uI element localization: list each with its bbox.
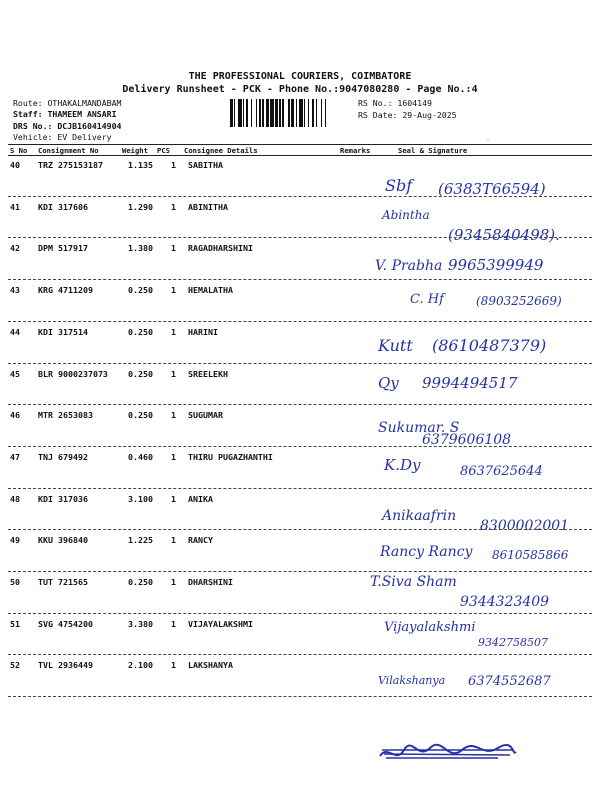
- sno: 48: [10, 493, 20, 504]
- consignee-name: HARINI: [188, 326, 218, 337]
- pcs: 1: [171, 577, 176, 587]
- handwritten-signature: Vilakshanya: [378, 674, 446, 687]
- weight: 2.100: [128, 660, 153, 671]
- crossed-out-signature: [378, 738, 518, 768]
- sno: 42: [10, 243, 20, 254]
- staff-label: Staff: THAMEEM ANSARI: [13, 109, 117, 119]
- handwritten-phone: (9345840498).: [448, 226, 560, 244]
- sno: 49: [10, 535, 20, 546]
- handwritten-phone: (8903252669): [476, 294, 562, 308]
- consignment-no: KDI 317036: [38, 493, 88, 504]
- col-consignment: Consignment No: [38, 146, 99, 155]
- pcs: 1: [171, 368, 176, 379]
- sno: 50: [10, 577, 20, 587]
- rs-date: RS Date: 29-Aug-2025: [358, 110, 457, 120]
- pcs: 1: [171, 618, 176, 629]
- weight: 0.460: [128, 451, 153, 462]
- pcs: 1: [171, 493, 176, 504]
- handwritten-signature: Abintha: [382, 208, 430, 222]
- consignment-no: BLR 9000237073: [38, 368, 108, 379]
- consignment-no: KDI 317514: [38, 326, 88, 337]
- weight: 1.380: [128, 243, 153, 254]
- handwritten-phone: (6383T66594): [438, 180, 546, 198]
- consignee-name: SABITHA: [188, 160, 223, 170]
- row-divider: [8, 571, 592, 572]
- consignee-name: VIJAYALAKSHMI: [188, 618, 253, 629]
- runsheet-subtitle: Delivery Runsheet - PCK - Phone No.:9047080280 - Page No.:4: [122, 84, 478, 95]
- consignee-name: HEMALATHA: [188, 285, 233, 296]
- row-divider: [8, 446, 592, 447]
- pcs: 1: [171, 160, 176, 170]
- row-divider: [8, 196, 592, 197]
- col-consignee: Consignee Details: [184, 146, 258, 155]
- consignment-no: KDI 317606: [38, 201, 88, 212]
- col-weight: Weight: [122, 146, 148, 155]
- consignee-name: RAGADHARSHINI: [188, 243, 253, 254]
- consignee-name: ABINITHA: [188, 201, 228, 212]
- handwritten-signature: Sbf: [385, 176, 413, 195]
- row-divider: [8, 529, 592, 530]
- drs-number: DRS No.: DCJB160414904: [13, 121, 122, 131]
- weight: 1.225: [128, 535, 153, 546]
- pcs: 1: [171, 201, 176, 212]
- sno: 47: [10, 451, 20, 462]
- row-divider: [8, 613, 592, 614]
- weight: 1.290: [128, 201, 153, 212]
- row-divider: [8, 363, 592, 364]
- consignment-no: KKU 396840: [38, 535, 88, 546]
- sno: 51: [10, 618, 20, 629]
- consignment-no: KRG 4711209: [38, 285, 93, 296]
- handwritten-phone: 9344323409: [460, 594, 550, 610]
- col-remarks: Remarks: [340, 146, 371, 155]
- weight: 0.250: [128, 368, 153, 379]
- consignment-no: TNJ 679492: [38, 451, 88, 462]
- pcs: 1: [171, 410, 176, 421]
- handwritten-phone: 8300002001: [480, 518, 570, 534]
- row-divider: [8, 696, 592, 697]
- handwritten-signature: Sukumar. S: [378, 420, 460, 436]
- pcs: 1: [171, 285, 176, 296]
- handwritten-signature: C. Hf: [410, 292, 444, 307]
- rs-number: RS No.: 1604149: [358, 98, 432, 108]
- row-divider: [8, 404, 592, 405]
- col-pcs: PCS: [157, 146, 170, 155]
- handwritten-phone: 9965399949: [448, 256, 544, 274]
- header-rule: [8, 155, 592, 156]
- pcs: 1: [171, 451, 176, 462]
- handwritten-phone: 8637625644: [460, 464, 543, 479]
- handwritten-phone: 6379606108: [422, 432, 512, 448]
- consignment-no: SVG 4754200: [38, 618, 93, 629]
- handwritten-signature: T.Siva Sham: [370, 574, 457, 590]
- company-title: THE PROFESSIONAL COURIERS, COIMBATORE: [188, 71, 412, 82]
- consignee-name: RANCY: [188, 535, 213, 546]
- weight: 1.135: [128, 160, 153, 170]
- consignee-name: SREELEKH: [188, 368, 228, 379]
- vehicle-label: Vehicle: EV Delivery: [13, 132, 112, 142]
- consignee-name: LAKSHANYA: [188, 660, 233, 671]
- weight: 0.250: [128, 577, 153, 587]
- col-seal-signature: Seal & Signature: [398, 146, 468, 155]
- pcs: 1: [171, 535, 176, 546]
- sno: 41: [10, 201, 20, 212]
- handwritten-phone: 6374552687: [468, 674, 551, 689]
- row-divider: [8, 279, 592, 280]
- consignment-no: TUT 721565: [38, 577, 88, 587]
- weight: 0.250: [128, 285, 153, 296]
- handwritten-phone: 9342758507: [478, 636, 548, 649]
- weight: 0.250: [128, 410, 153, 421]
- consignee-name: SUGUMAR: [188, 410, 223, 421]
- sno: 43: [10, 285, 20, 296]
- sno: 40: [10, 160, 20, 170]
- row-divider: [8, 654, 592, 655]
- pcs: 1: [171, 243, 176, 254]
- route-label: Route: OTHAKALMANDABAM: [13, 98, 122, 108]
- consignee-name: THIRU PUGAZHANTHI: [188, 451, 273, 462]
- consignment-no: MTR 2653083: [38, 410, 93, 421]
- consignee-name: DHARSHINI: [188, 577, 233, 587]
- pcs: 1: [171, 660, 176, 671]
- sno: 52: [10, 660, 20, 671]
- handwritten-phone: (8610487379): [432, 336, 547, 355]
- stray-mark: ◦: [486, 137, 490, 144]
- handwritten-signature: Anikaafrin: [382, 508, 457, 524]
- pcs: 1: [171, 326, 176, 337]
- col-sno: S No: [10, 146, 28, 155]
- row-divider: [8, 321, 592, 322]
- weight: 0.250: [128, 326, 153, 337]
- consignment-no: DPM 517917: [38, 243, 88, 254]
- row-divider: [8, 237, 592, 238]
- sno: 44: [10, 326, 20, 337]
- barcode: [230, 99, 354, 127]
- table-top-rule: [8, 144, 592, 145]
- consignment-no: TRZ 275153187: [38, 160, 103, 170]
- handwritten-signature: Vijayalakshmi: [384, 620, 476, 635]
- handwritten-signature: Qy: [378, 374, 399, 392]
- sno: 45: [10, 368, 20, 379]
- handwritten-phone: 8610585866: [492, 548, 569, 562]
- consignee-name: ANIKA: [188, 493, 213, 504]
- handwritten-signature: K.Dy: [384, 456, 421, 474]
- handwritten-signature: V. Prabha: [375, 258, 443, 274]
- weight: 3.380: [128, 618, 153, 629]
- handwritten-signature: Rancy Rancy: [380, 544, 473, 560]
- row-divider: [8, 488, 592, 489]
- consignment-no: TVL 2936449: [38, 660, 93, 671]
- sno: 46: [10, 410, 20, 421]
- handwritten-signature: Kutt: [378, 336, 413, 355]
- handwritten-phone: 9994494517: [422, 374, 518, 392]
- weight: 3.100: [128, 493, 153, 504]
